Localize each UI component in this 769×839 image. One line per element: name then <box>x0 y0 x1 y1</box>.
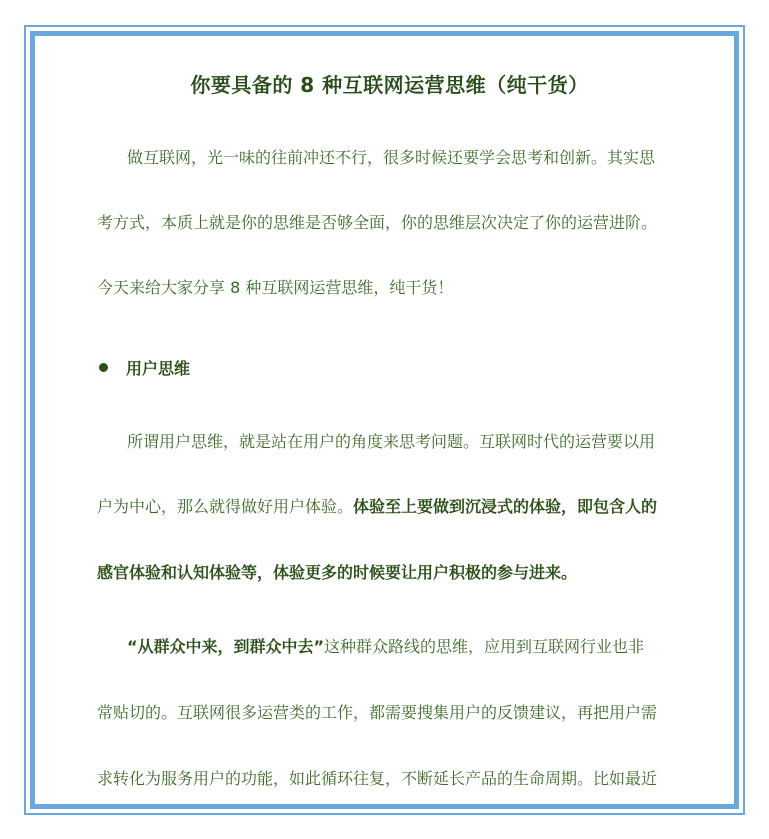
article-frame-outer <box>24 25 745 815</box>
paragraph-line: 常贴切的。互联网很多运营类的工作，都需要搜集用户的反馈建议，再把用户需 <box>97 703 658 722</box>
article-title: 你要具备的 8 种互联网运营思维（纯干货） <box>190 73 589 97</box>
paragraph-line <box>97 637 682 657</box>
paragraph-text: 这种群众路线的思维，应用到互联网行业也非 <box>324 637 645 656</box>
quote-text: “从群众中来，到群众中去” <box>127 637 325 656</box>
paragraph-line: 求转化为服务用户的功能，如此循环往复，不断延长产品的生命周期。比如最近 <box>97 769 658 788</box>
section-heading <box>97 356 190 379</box>
intro-line-2: 考方式，本质上就是你的思维是否够全面，你的思维层次决定了你的运营进阶。 <box>97 213 658 232</box>
bullet-icon <box>99 363 108 372</box>
section-heading-label: 用户思维 <box>126 359 191 378</box>
emphasis-line: 感官体验和认知体验等，体验更多的时候要让用户积极的参与进来。 <box>97 563 578 582</box>
paragraph-text: 户为中心，那么就得做好用户体验。 <box>97 497 354 516</box>
emphasis-text: 体验至上要做到沉浸式的体验，即包含人的 <box>353 497 658 516</box>
paragraph-line: 所谓用户思维，就是站在用户的角度来思考问题。互联网时代的运营要以用 <box>127 432 656 451</box>
paragraph-line <box>97 497 682 517</box>
intro-line-1: 做互联网，光一味的往前冲还不行，很多时候还要学会思考和创新。其实思 <box>127 148 656 167</box>
intro-line-3: 今天来给大家分享 8 种互联网运营思维，纯干货！ <box>97 278 454 297</box>
article-frame-inner <box>30 31 739 809</box>
